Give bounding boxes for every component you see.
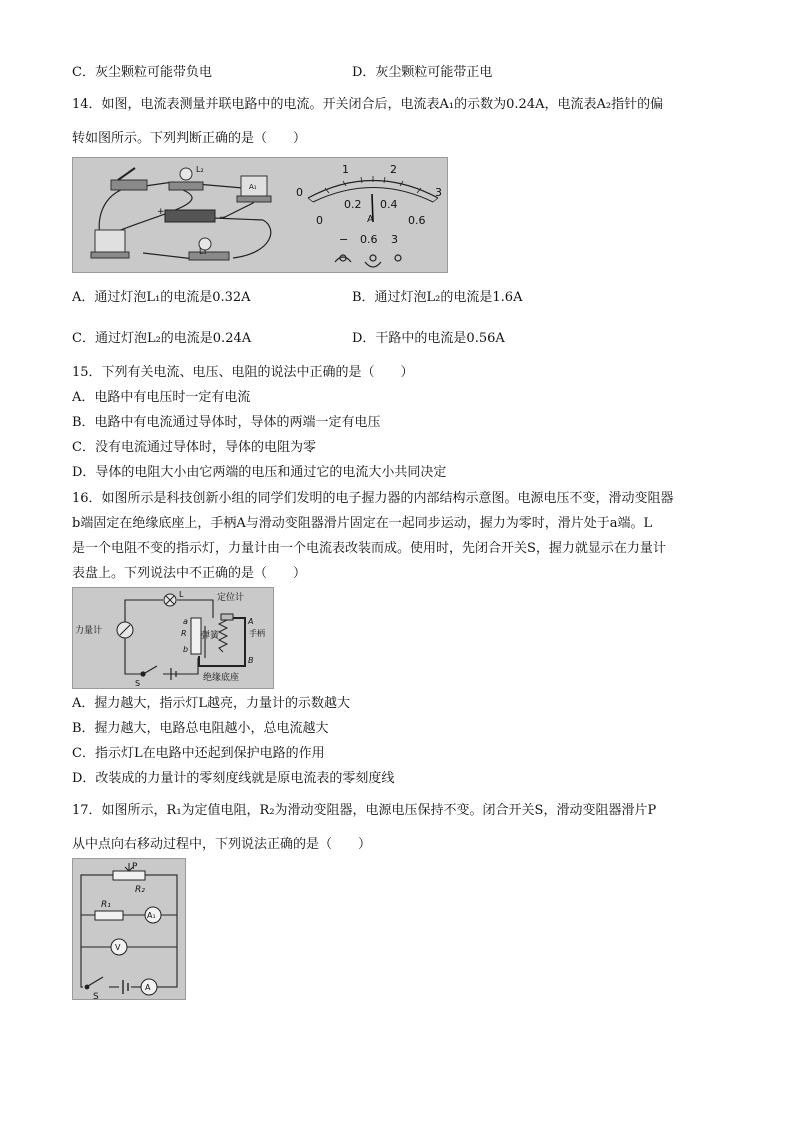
q16-option-b: B．握力越大，电路总电阻越小，总电流越大 — [72, 721, 329, 736]
meter-outer-tick-1: 1 — [342, 163, 349, 176]
q17-circuit-figure — [72, 858, 186, 1000]
q16-fig-label-handle: 手柄 — [249, 629, 265, 638]
q15-stem: 15．下列有关电流、电压、电阻的说法中正确的是（ ） — [72, 365, 414, 380]
ammeter-icon — [91, 230, 129, 258]
q16-fig-label-force-meter: 力量计 — [75, 626, 103, 636]
spring-icon — [219, 616, 227, 652]
q16-stem-line3: 是一个电阻不变的指示灯，力量计由一个电流表改装而成。使用时，先闭合开关S，握力就显示在力量计 — [72, 541, 666, 556]
q17-fig-label-r1: R₁ — [101, 900, 111, 910]
q16-stem-line2: b端固定在绝缘底座上，手柄A与滑动变阻器滑片固定在一起同步运动，握力为零时，滑片处于a端。L — [72, 516, 653, 531]
q16-stem-line4: 表盘上。下列说法中不正确的是（ ） — [72, 566, 307, 581]
meter-outer-tick-0: 0 — [296, 186, 303, 199]
q15-option-b: B．电路中有电流通过导体时，导体的两端一定有电压 — [72, 415, 381, 430]
battery-icon — [165, 210, 215, 222]
meter-terminal-3: 3 — [391, 233, 398, 246]
q14-option-c: C．通过灯泡L₂的电流是0.24A — [72, 331, 252, 346]
meter-terminal-icons — [335, 255, 401, 267]
force-meter-icon — [117, 622, 133, 638]
q16-fig-label-handle-a: A — [248, 617, 254, 626]
q17-switch-icon — [83, 977, 109, 993]
q17-battery-icon — [119, 979, 131, 994]
q14-stem-line2: 转如图所示。下列判断正确的是（ ） — [72, 131, 307, 146]
q14-fig-label-minus: − — [219, 213, 227, 223]
q14-fig-label-l2: L₂ — [196, 165, 204, 174]
q13-option-c: C．灰尘颗粒可能带负电 — [72, 65, 212, 80]
q14-option-d: D．干路中的电流是0.56A — [352, 331, 505, 346]
q17-fig-label-v: V — [115, 943, 121, 952]
q16-fig-label-s: S — [135, 679, 141, 688]
meter-inner-tick-3: 0.6 — [408, 214, 426, 227]
r1-resistor-icon — [95, 911, 123, 920]
indicator-lamp-icon — [164, 594, 176, 606]
q16-switch-icon — [141, 666, 176, 680]
q17-fig-label-s: S — [93, 992, 99, 999]
q15-option-a: A．电路中有电压时一定有电流 — [72, 390, 251, 405]
q14-option-a: A．通过灯泡L₁的电流是0.32A — [72, 290, 251, 305]
q14-fig-label-l1: L₁ — [199, 247, 207, 256]
q17-fig-label-a1: A₁ — [147, 911, 156, 920]
q16-grip-figure — [72, 587, 274, 689]
q16-option-d: D．改装成的力量计的零刻度线就是原电流表的零刻度线 — [72, 771, 395, 786]
q16-fig-label-base: 绝缘底座 — [203, 673, 240, 683]
q16-option-c: C．指示灯L在电路中还起到保护电路的作用 — [72, 746, 325, 761]
q15-option-d: D．导体的电阻大小由它两端的电压和通过它的电流大小共同决定 — [72, 465, 447, 480]
q16-fig-label-spring: 弹簧 — [201, 631, 220, 641]
meter-outer-tick-3: 3 — [435, 186, 442, 199]
meter-inner-tick-1: 0.2 — [344, 198, 362, 211]
q14-option-b: B．通过灯泡L₂的电流是1.6A — [352, 290, 523, 305]
q16-fig-label-locator: 定位计 — [217, 593, 245, 603]
meter-unit: A — [367, 214, 374, 225]
meter-terminal-0-6: 0.6 — [360, 233, 378, 246]
q17-fig-label-a: A — [145, 983, 151, 992]
q14-stem-line1: 14．如图，电流表测量并联电路中的电流。开关闭合后，电流表A₁的示数为0.24A，电流表A₂指针的偏 — [72, 97, 664, 112]
meter-outer-tick-2: 2 — [390, 163, 397, 176]
q17-stem-line2: 从中点向右移动过程中，下列说法正确的是（ ） — [72, 837, 372, 852]
q17-fig-label-p: P — [132, 862, 138, 872]
q16-fig-label-a: a — [183, 617, 188, 626]
q16-option-a: A．握力越大，指示灯L越亮，力量计的示数越大 — [72, 696, 351, 711]
q17-fig-label-r2: R₂ — [135, 885, 145, 895]
q16-fig-label-b: b — [183, 645, 189, 654]
meter-inner-tick-0: 0 — [316, 214, 323, 227]
q14-fig-label-plus: + — [157, 207, 165, 217]
meter-inner-tick-2: 0.4 — [380, 198, 398, 211]
q13-option-d: D．灰尘颗粒可能带正电 — [352, 65, 493, 80]
q16-fig-label-b-upper: B — [248, 656, 254, 665]
q17-stem-line1: 17．如图所示，R₁为定值电阻，R₂为滑动变阻器，电源电压保持不变。闭合开关S，滑动变阻器滑片P — [72, 803, 657, 818]
q16-fig-label-l: L — [179, 590, 184, 599]
q15-option-c: C．没有电流通过导体时，导体的电阻为零 — [72, 440, 316, 455]
q14-circuit-figure — [72, 157, 448, 273]
rheostat-icon — [191, 618, 201, 654]
switch-icon — [111, 168, 147, 190]
meter-terminal-minus: − — [339, 233, 349, 246]
r2-rheostat-icon — [113, 871, 145, 880]
q14-fig-label-a1: A₁ — [249, 183, 257, 191]
q16-stem-line1: 16．如图所示是科技创新小组的同学们发明的电子握力器的内部结构示意图。电源电压不变，滑动变阻器 — [72, 491, 674, 506]
bulb-l1-icon — [189, 238, 229, 260]
q16-fig-label-r: R — [181, 629, 187, 638]
